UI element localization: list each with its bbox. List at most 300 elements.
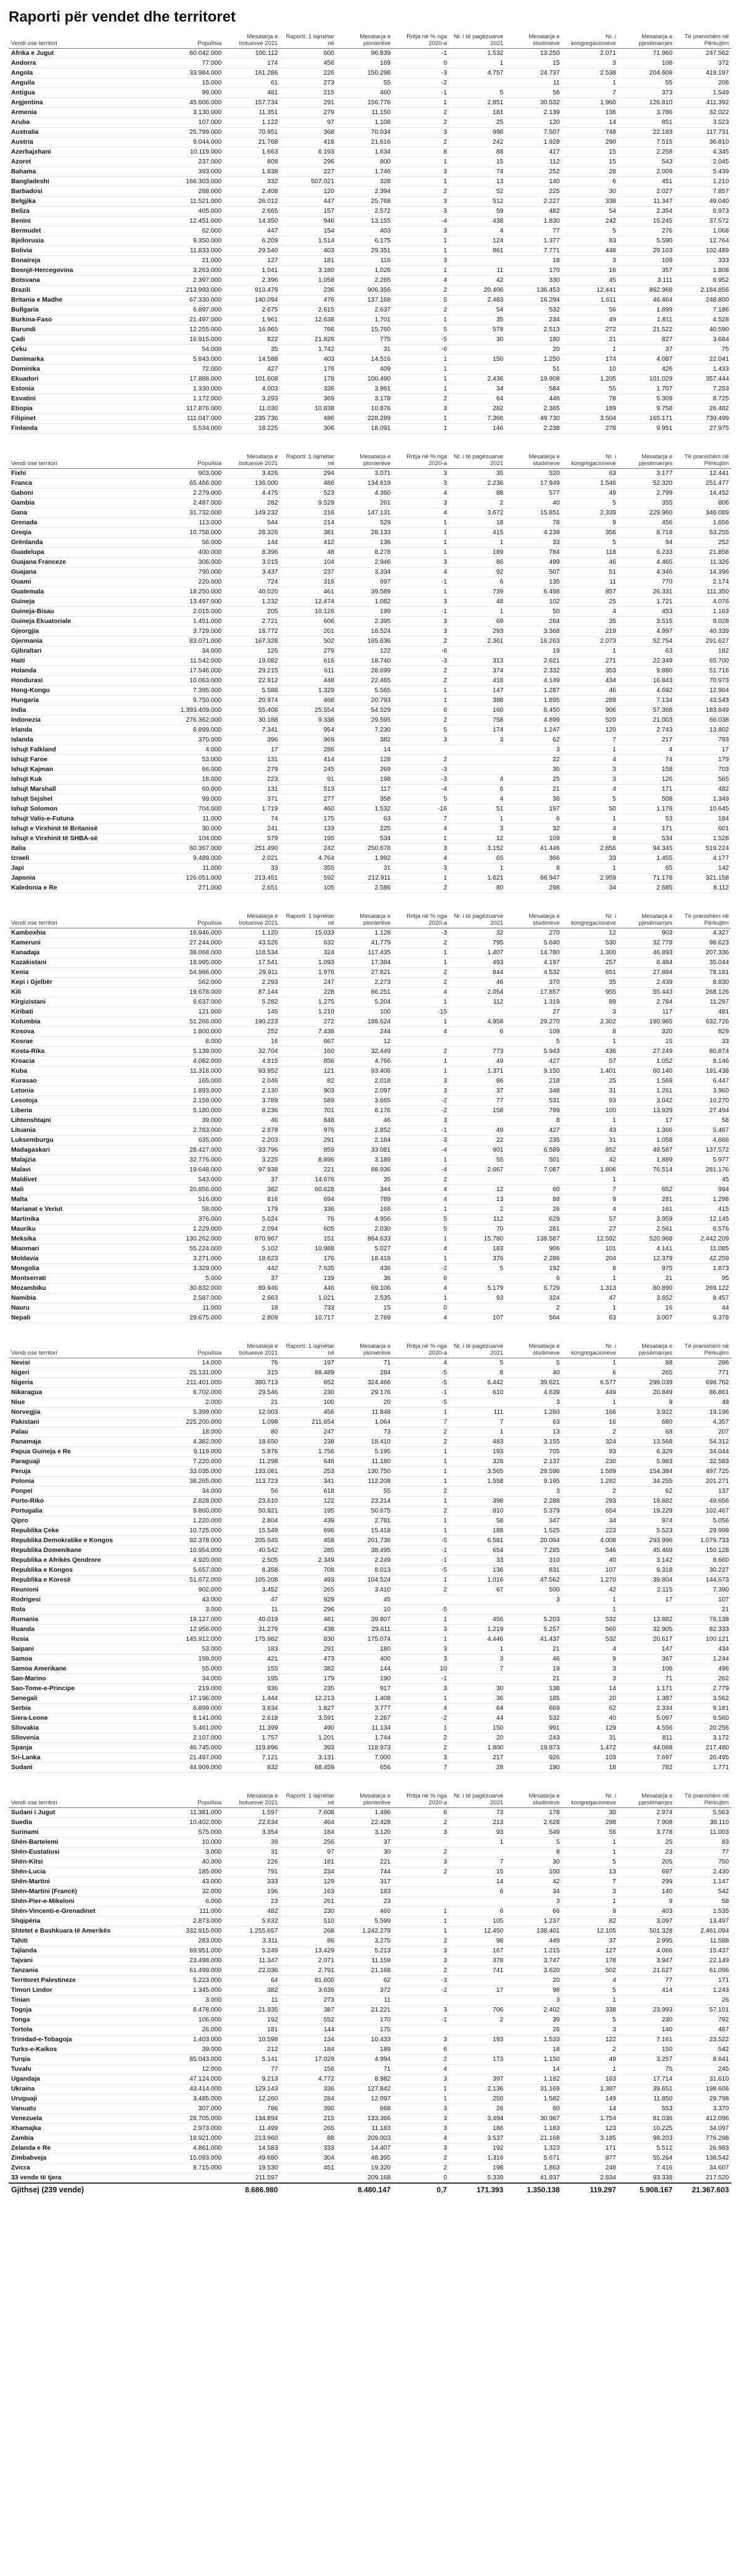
table-cell: 2.097 bbox=[337, 1086, 393, 1096]
table-row bbox=[9, 656, 731, 666]
table-cell: 2.505 bbox=[224, 1556, 280, 1566]
table-cell: 68 bbox=[619, 1427, 675, 1437]
country-name: Hondurasi bbox=[9, 676, 168, 686]
table-cell: 5.282 bbox=[224, 997, 280, 1007]
table-cell: 97 bbox=[281, 118, 337, 128]
table-cell: 1 bbox=[393, 1057, 449, 1067]
table-cell: 7.341 bbox=[224, 725, 280, 735]
table-cell: 11.399 bbox=[224, 1724, 280, 1733]
table-cell: 487 bbox=[675, 2025, 731, 2035]
table-row bbox=[9, 824, 731, 834]
table-cell: 403 bbox=[619, 1907, 675, 1917]
table-cell: 51 bbox=[450, 804, 506, 814]
table-row bbox=[9, 988, 731, 997]
table-row bbox=[9, 948, 731, 958]
table-cell: 17.029 bbox=[281, 2055, 337, 2065]
table-cell: 516.000 bbox=[168, 1195, 224, 1205]
table-cell: 70.973 bbox=[675, 676, 731, 686]
table-cell: 15 bbox=[562, 157, 619, 167]
table-cell: 827 bbox=[619, 335, 675, 345]
table-row bbox=[9, 469, 731, 479]
table-cell: 9.489.000 bbox=[168, 854, 224, 864]
table-cell: 8.176 bbox=[337, 1106, 393, 1116]
table-cell: 1.247 bbox=[506, 725, 562, 735]
table-cell: 28 bbox=[562, 167, 619, 177]
table-cell: 171 bbox=[562, 2144, 619, 2153]
table-cell: 76.138 bbox=[675, 1615, 731, 1625]
table-cell: 1.532 bbox=[337, 804, 393, 814]
table-cell: 55 bbox=[337, 1487, 393, 1496]
country-name: Senegali bbox=[9, 1694, 168, 1704]
table-cell: 21 bbox=[506, 1674, 562, 1684]
table-cell: 473 bbox=[281, 1654, 337, 1664]
table-cell bbox=[393, 1595, 449, 1605]
table-cell: 7.635 bbox=[281, 1264, 337, 1274]
table-row bbox=[9, 1847, 731, 1857]
table-cell: 5.461.000 bbox=[168, 1724, 224, 1733]
country-name: Kepi i Gjelbër bbox=[9, 978, 168, 988]
table-cell: -1 bbox=[393, 2015, 449, 2025]
table-row bbox=[9, 1743, 731, 1753]
table-cell: 42.259 bbox=[675, 1254, 731, 1264]
table-cell: 3.565 bbox=[450, 1467, 506, 1477]
table-row bbox=[9, 167, 731, 177]
table-cell: 193 bbox=[450, 2035, 506, 2045]
table-cell: 182 bbox=[675, 646, 731, 656]
table-cell: 3 bbox=[393, 2144, 449, 2153]
table-cell: 29.215 bbox=[224, 666, 280, 676]
table-cell: 10.270 bbox=[675, 1096, 731, 1106]
table-cell: 247 bbox=[281, 1427, 337, 1437]
table-row bbox=[9, 1388, 731, 1398]
table-cell: 60 bbox=[506, 2104, 562, 2114]
column-header: Mesatarja e studimeve bbox=[506, 1791, 562, 1808]
table-cell: 1 bbox=[393, 1635, 449, 1645]
column-header: Nr. i të pagëzuarve 2021 bbox=[450, 1791, 506, 1808]
country-name: Ekuadori bbox=[9, 374, 168, 384]
table-cell: 49.040 bbox=[675, 197, 731, 207]
table-cell: 1 bbox=[393, 997, 449, 1007]
table-cell: 1.058 bbox=[619, 1136, 675, 1146]
column-header: Mesatarja e pjesëmarrjes bbox=[619, 452, 675, 469]
table-cell: 76 bbox=[224, 1358, 280, 1368]
table-cell: 228 bbox=[281, 988, 337, 997]
table-cell: 30.532 bbox=[506, 98, 562, 108]
table-row bbox=[9, 637, 731, 646]
table-cell: 4.861.000 bbox=[168, 2144, 224, 2153]
table-cell: 54 bbox=[450, 305, 506, 315]
table-cell: 6.973 bbox=[675, 207, 731, 217]
table-cell: 0 bbox=[393, 1303, 449, 1313]
table-cell: 11.588 bbox=[675, 1936, 731, 1946]
country-name: Australia bbox=[9, 128, 168, 138]
table-cell: 70.951 bbox=[224, 128, 280, 138]
table-cell: 46 bbox=[337, 1116, 393, 1126]
table-cell: 32.000 bbox=[168, 1887, 224, 1897]
table-cell: 5.027 bbox=[337, 1244, 393, 1254]
table-row bbox=[9, 1358, 731, 1368]
table-cell: 98.623 bbox=[675, 938, 731, 948]
table-cell: 19.082 bbox=[224, 656, 280, 666]
table-row bbox=[9, 1753, 731, 1763]
table-cell bbox=[450, 755, 506, 765]
table-row bbox=[9, 548, 731, 558]
table-cell: 5.977 bbox=[675, 1155, 731, 1165]
table-cell: 4.532 bbox=[506, 968, 562, 978]
table-cell: 10.000 bbox=[168, 1838, 224, 1847]
country-name: Ruanda bbox=[9, 1625, 168, 1635]
table-cell: 213.993.000 bbox=[168, 286, 224, 295]
table-cell: 4.000 bbox=[168, 745, 224, 755]
table-cell: 750 bbox=[675, 1857, 731, 1867]
table-cell: 2 bbox=[393, 1506, 449, 1516]
table-cell: 418 bbox=[281, 138, 337, 147]
table-cell: 1.444 bbox=[224, 1694, 280, 1704]
table-cell: 35 bbox=[562, 978, 619, 988]
table-cell: 34.607 bbox=[675, 2163, 731, 2173]
table-cell: 2.621 bbox=[506, 656, 562, 666]
table-cell: 1 bbox=[393, 587, 449, 597]
table-cell: 150.128 bbox=[675, 1546, 731, 1556]
column-header: Mesatarja e pjesëmarrjes bbox=[619, 1791, 675, 1808]
table-row bbox=[9, 1986, 731, 1996]
table-row bbox=[9, 1828, 731, 1838]
table-cell: 189 bbox=[337, 2045, 393, 2055]
country-name: Tajlanda bbox=[9, 1946, 168, 1956]
table-cell: 405.000 bbox=[168, 207, 224, 217]
table-cell: 3.537 bbox=[450, 2134, 506, 2144]
table-cell: 21 bbox=[506, 785, 562, 795]
table-cell: 37 bbox=[224, 1175, 280, 1185]
table-cell: 29.611 bbox=[337, 1625, 393, 1635]
country-name: Trinidad-e-Tobagoja bbox=[9, 2035, 168, 2045]
table-cell: 21.367.603 bbox=[675, 2183, 731, 2196]
table-cell: 9.150 bbox=[506, 1067, 562, 1076]
table-cell: 10.725.000 bbox=[168, 1526, 224, 1536]
table-cell: 2 bbox=[393, 1437, 449, 1447]
table-cell: 25 bbox=[619, 1838, 675, 1847]
table-cell: 786 bbox=[224, 2104, 280, 2114]
table-cell: 3 bbox=[506, 1398, 562, 1408]
table-cell: 28.699 bbox=[337, 666, 393, 676]
table-cell: 14.676 bbox=[281, 1175, 337, 1185]
table-cell: 101.608 bbox=[224, 374, 280, 384]
table-cell bbox=[281, 2183, 337, 2196]
column-header: Raporti: 1 lajmëtar në bbox=[281, 1342, 337, 1358]
table-cell: 6 bbox=[450, 785, 506, 795]
table-cell: 400 bbox=[337, 1654, 393, 1664]
table-cell: 502 bbox=[562, 1966, 619, 1976]
table-cell: -3 bbox=[393, 765, 449, 775]
table-cell: 37.572 bbox=[675, 217, 731, 226]
table-row bbox=[9, 1457, 731, 1467]
table-cell: 63 bbox=[619, 646, 675, 656]
table-cell: 1 bbox=[562, 1605, 619, 1615]
table-cell: 15.093.000 bbox=[168, 2153, 224, 2163]
country-name: Saipani bbox=[9, 1645, 168, 1654]
table-cell: 12.255.000 bbox=[168, 325, 224, 335]
table-row bbox=[9, 1047, 731, 1057]
table-cell: 1.496 bbox=[337, 1808, 393, 1818]
table-cell: 1.350.138 bbox=[506, 2183, 562, 2196]
table-cell: 40.020 bbox=[224, 587, 280, 597]
table-cell: 2 bbox=[393, 1936, 449, 1946]
table-cell: 185 bbox=[506, 1694, 562, 1704]
table-cell: 13 bbox=[450, 1195, 506, 1205]
table-cell: 213.960 bbox=[224, 2134, 280, 2144]
table-cell: 69 bbox=[450, 617, 506, 627]
table-cell: 1.742 bbox=[281, 345, 337, 355]
table-row bbox=[9, 597, 731, 607]
table-row bbox=[9, 1244, 731, 1254]
table-cell: 3.665 bbox=[337, 1096, 393, 1106]
column-header: Mesatarja e pionierëve bbox=[337, 32, 393, 49]
table-cell: 13.155 bbox=[337, 217, 393, 226]
table-cell: 268 bbox=[281, 1926, 337, 1936]
table-cell: 180.965 bbox=[619, 1017, 675, 1027]
table-cell: 22.041 bbox=[675, 355, 731, 365]
table-cell: 1 bbox=[393, 686, 449, 696]
table-cell: 18.921.000 bbox=[168, 2134, 224, 2144]
table-cell: 324.466 bbox=[337, 1378, 393, 1388]
table-cell: 265 bbox=[281, 1585, 337, 1595]
country-name: Zelanda e Re bbox=[9, 2144, 168, 2153]
table-cell: 9.951 bbox=[619, 424, 675, 434]
table-cell: 11.134 bbox=[337, 1724, 393, 1733]
country-name: Shën-Kitsi bbox=[9, 1857, 168, 1867]
table-cell: 25.554 bbox=[281, 706, 337, 716]
table-cell: 137 bbox=[675, 1487, 731, 1496]
table-row bbox=[9, 627, 731, 637]
table-cell: 1 bbox=[393, 1575, 449, 1585]
table-cell: 4 bbox=[393, 1313, 449, 1323]
table-cell: 56 bbox=[506, 88, 562, 98]
table-cell: 2.442.209 bbox=[675, 1234, 731, 1244]
table-cell: 7 bbox=[450, 1857, 506, 1867]
table-cell: 8.686.980 bbox=[224, 2183, 280, 2196]
table-cell: 1.889 bbox=[619, 1155, 675, 1165]
table-cell: 252 bbox=[675, 538, 731, 548]
table-cell: 226 bbox=[224, 1857, 280, 1867]
table-row bbox=[9, 2153, 731, 2163]
table-cell: 4.475 bbox=[224, 489, 280, 498]
table-cell: 27.249 bbox=[619, 1047, 675, 1057]
table-row bbox=[9, 414, 731, 424]
country-name: Marianat e Veriut bbox=[9, 1205, 168, 1215]
table-cell: 3.786 bbox=[619, 108, 675, 118]
table-cell: 86.861 bbox=[675, 1388, 731, 1398]
table-cell: 31.279 bbox=[224, 1625, 280, 1635]
country-name: Ponpei bbox=[9, 1487, 168, 1496]
table-cell: 184 bbox=[281, 1828, 337, 1838]
table-cell: 57 bbox=[562, 1057, 619, 1067]
table-cell: 247 bbox=[281, 978, 337, 988]
table-cell: 17.888.000 bbox=[168, 374, 224, 384]
table-cell: 112.208 bbox=[337, 1477, 393, 1487]
table-cell: 18.740 bbox=[337, 656, 393, 666]
table-row bbox=[9, 128, 731, 138]
table-row bbox=[9, 1664, 731, 1674]
table-cell: 1.634 bbox=[337, 147, 393, 157]
table-cell: 5.203 bbox=[506, 1615, 562, 1625]
table-cell: 127 bbox=[224, 256, 280, 266]
table-cell: 2 bbox=[393, 187, 449, 197]
country-name: Kanadaja bbox=[9, 948, 168, 958]
table-cell: 26 bbox=[675, 1996, 731, 2005]
table-cell: 93 bbox=[562, 1096, 619, 1106]
table-cell: 12.003 bbox=[224, 1408, 280, 1418]
table-cell: 2.535 bbox=[337, 1294, 393, 1303]
table-row bbox=[9, 2015, 731, 2025]
table-cell: 218 bbox=[506, 1076, 562, 1086]
table-cell: 22 bbox=[450, 1136, 506, 1146]
country-name: Mianmari bbox=[9, 1244, 168, 1254]
table-cell: 1 bbox=[393, 1907, 449, 1917]
table-cell: 212 bbox=[224, 2045, 280, 2055]
table-cell: 1 bbox=[393, 1457, 449, 1467]
country-name: 33 vende të tjera bbox=[9, 2173, 168, 2184]
table-cell: 1.863 bbox=[506, 2163, 562, 2173]
country-name: Luksemburgu bbox=[9, 1136, 168, 1146]
table-cell: -2 bbox=[393, 78, 449, 88]
table-cell: 4.327 bbox=[675, 928, 731, 938]
table-cell: 20.406 bbox=[450, 286, 506, 295]
column-header: Mesatarja e botuesve 2021 bbox=[224, 912, 280, 928]
table-cell: 46.893 bbox=[619, 948, 675, 958]
table-cell: 119.297 bbox=[562, 2183, 619, 2196]
table-cell: 1.120 bbox=[224, 928, 280, 938]
country-name: Republika Çeke bbox=[9, 1526, 168, 1536]
table-cell: 1.345.000 bbox=[168, 1986, 224, 1996]
table-cell: 6.589 bbox=[506, 1146, 562, 1155]
table-cell: 63 bbox=[562, 1313, 619, 1323]
table-cell: 5.339 bbox=[450, 2173, 506, 2184]
country-name: Polonia bbox=[9, 1477, 168, 1487]
country-name: Martinika bbox=[9, 1215, 168, 1224]
table-cell bbox=[450, 1116, 506, 1126]
table-cell: 403 bbox=[281, 246, 337, 256]
table-cell: 168 bbox=[337, 1205, 393, 1215]
table-cell: 2 bbox=[393, 1427, 449, 1437]
table-cell: 333 bbox=[224, 1877, 280, 1887]
country-name: Etiopia bbox=[9, 404, 168, 414]
table-cell: 520 bbox=[562, 716, 619, 725]
table-cell: 16.946.000 bbox=[168, 928, 224, 938]
table-cell: 1 bbox=[450, 1838, 506, 1847]
table-cell: 36 bbox=[337, 1274, 393, 1284]
table-cell: 8.641 bbox=[675, 2055, 731, 2065]
table-cell: 4 bbox=[562, 1205, 619, 1215]
table-cell: 1.287 bbox=[506, 686, 562, 696]
table-cell: 784 bbox=[506, 548, 562, 558]
table-cell: 2.618 bbox=[224, 1714, 280, 1724]
table-cell: 3 bbox=[562, 1007, 619, 1017]
table-cell: 2.586 bbox=[337, 883, 393, 893]
table-cell: 4.087 bbox=[619, 355, 675, 365]
table-cell: 436 bbox=[562, 1047, 619, 1057]
table-row bbox=[9, 98, 731, 108]
table-row bbox=[9, 1818, 731, 1828]
column-header: Rritja në % nga 2020-a bbox=[393, 452, 449, 469]
country-name: Uruguaji bbox=[9, 2094, 168, 2104]
table-cell: 20.974 bbox=[224, 696, 280, 706]
table-cell: 1.128 bbox=[337, 928, 393, 938]
table-cell: 252 bbox=[224, 1027, 280, 1037]
table-cell: 481 bbox=[675, 1007, 731, 1017]
table-cell: 3.334 bbox=[337, 568, 393, 577]
table-cell: 1.178 bbox=[619, 804, 675, 814]
table-cell: 3 bbox=[393, 597, 449, 607]
table-cell: 2.394 bbox=[337, 187, 393, 197]
table-cell: 197 bbox=[506, 804, 562, 814]
country-name: Ukraina bbox=[9, 2084, 168, 2094]
table-cell: 4.177 bbox=[675, 854, 731, 864]
table-cell: 355 bbox=[619, 498, 675, 508]
table-cell: 6 bbox=[393, 706, 449, 716]
table-cell: 3.180 bbox=[281, 266, 337, 276]
table-header-row bbox=[9, 912, 731, 928]
table-cell: 176 bbox=[281, 365, 337, 374]
country-name: Xhamajka bbox=[9, 2124, 168, 2134]
table-cell: 29.675.000 bbox=[168, 1313, 224, 1323]
table-cell: 54 bbox=[562, 207, 619, 217]
table-cell: 71 bbox=[619, 1674, 675, 1684]
table-row bbox=[9, 1264, 731, 1274]
table-cell: 179 bbox=[281, 1674, 337, 1684]
table-cell: 5 bbox=[562, 226, 619, 236]
table-cell: 578 bbox=[450, 325, 506, 335]
column-header: Rritja në % nga 2020-a bbox=[393, 912, 449, 928]
table-cell: 668 bbox=[337, 2104, 393, 2114]
table-row bbox=[9, 1155, 731, 1165]
table-cell: 58.000 bbox=[168, 1205, 224, 1215]
table-cell: 3.000 bbox=[168, 1605, 224, 1615]
table-cell: 9.318 bbox=[619, 1566, 675, 1575]
table-cell: 109 bbox=[506, 1027, 562, 1037]
table-cell: 18.995.000 bbox=[168, 958, 224, 968]
table-cell: 733 bbox=[281, 1303, 337, 1313]
country-name: Tonga bbox=[9, 2015, 168, 2025]
table-cell: 2.572 bbox=[337, 207, 393, 217]
table-row bbox=[9, 1867, 731, 1877]
table-cell: 6.577 bbox=[562, 1378, 619, 1388]
table-cell: 160 bbox=[281, 1047, 337, 1057]
country-name: Grenada bbox=[9, 518, 168, 528]
table-cell: 22.634 bbox=[224, 1818, 280, 1828]
table-row bbox=[9, 187, 731, 197]
table-cell bbox=[450, 256, 506, 266]
table-cell: 30 bbox=[506, 1857, 562, 1867]
table-row bbox=[9, 1027, 731, 1037]
table-row bbox=[9, 1224, 731, 1234]
table-cell: 903 bbox=[281, 1086, 337, 1096]
table-cell: 3.778 bbox=[619, 1828, 675, 1838]
table-cell: 5.588 bbox=[224, 686, 280, 696]
table-cell: 77 bbox=[619, 1976, 675, 1986]
table-cell: 54.986.000 bbox=[168, 968, 224, 978]
table-cell: -4 bbox=[393, 217, 449, 226]
table-cell: 3 bbox=[562, 775, 619, 785]
table-cell: 2 bbox=[393, 2163, 449, 2173]
table-cell: 10.838 bbox=[281, 404, 337, 414]
table-cell: 584 bbox=[506, 384, 562, 394]
table-cell: 1.366 bbox=[619, 1126, 675, 1136]
table-cell: 23 bbox=[337, 1897, 393, 1907]
table-cell: 11.347 bbox=[619, 197, 675, 207]
table-cell: 6.447 bbox=[675, 1076, 731, 1086]
table-cell: 936 bbox=[224, 1684, 280, 1694]
table-cell: 134.894 bbox=[224, 2114, 280, 2124]
